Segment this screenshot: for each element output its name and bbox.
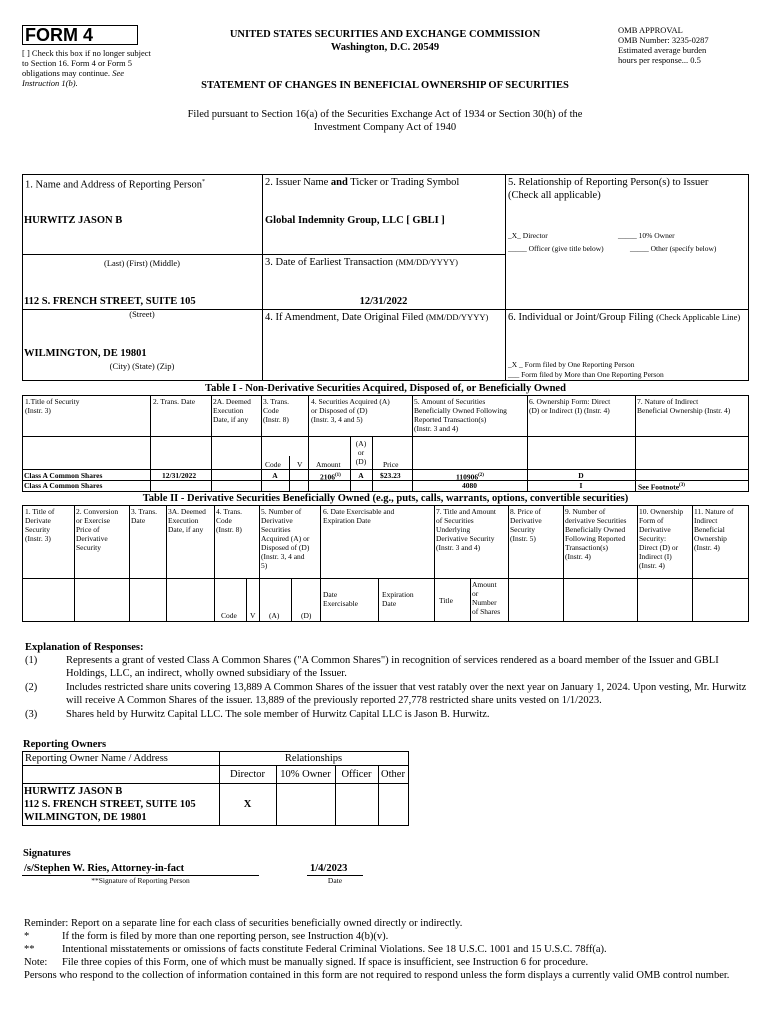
t1-row1-form: D — [578, 471, 584, 480]
t1-row2-form: I — [579, 481, 583, 490]
t2-col-underlying: 7. Title and Amount of Securities Underlying Derivative Security (Instr. 3 and 4) — [436, 507, 497, 552]
signer-caption: **Signature of Reporting Person — [91, 876, 190, 885]
footnote-2-num: (2) — [25, 682, 38, 693]
t1-row2-owned: 4080 — [462, 481, 477, 490]
explanation-title: Explanation of Responses: — [25, 642, 144, 653]
t1-row1-price: $23.23 — [380, 471, 401, 480]
t2-sub-amount: Amount or Number of Shares — [472, 580, 501, 616]
checkbox-officer[interactable]: _____ Officer (give title below) — [508, 244, 604, 253]
footer-note-mark: Note: — [24, 957, 48, 968]
t1-col-amount-owned: 5. Amount of Securities Beneficially Owned Following Reported Transaction(s) (Instr. 3 and 4) — [414, 397, 507, 433]
t1-col-ownership-form: 6. Ownership Form: Direct (D) or Indirect (I) (Instr. 4) — [529, 397, 611, 415]
t2-col-code: 4. Trans. Code (Instr. 8) — [216, 507, 243, 534]
footer-star1: If the form is filed by more than one reporting person, see Instruction 4(b)(v). — [62, 931, 389, 942]
t2-col-nature: 11. Nature of Indirect Beneficial Ownership (Instr. 4) — [694, 507, 734, 552]
checkbox-director[interactable]: _X_ Director — [508, 231, 548, 240]
filed-pursuant-1: Filed pursuant to Section 16(a) of the Securities Exchange Act of 1934 or Section 30(h) of the — [187, 109, 583, 120]
omb-burden-2: hours per response... 0.5 — [618, 55, 701, 65]
t1-row1-date: 12/31/2022 — [162, 471, 197, 480]
t2-col-price: 8. Price of Derivative Security (Instr. 5) — [510, 507, 542, 543]
t2-sub-code: Code — [221, 611, 237, 620]
t2-col-date-exercisable: 6. Date Exercisable and Expiration Date — [323, 507, 395, 525]
omb-box — [618, 25, 758, 65]
t1-row2-title: Class A Common Shares — [24, 481, 103, 490]
owners-col-relationships: Relationships — [284, 753, 343, 764]
reporting-person-name: HURWITZ JASON B — [24, 215, 123, 226]
table2-title: Table II - Derivative Securities Beneficially Owned (e.g., puts, calls, warrants, options, convertible securities) — [142, 493, 629, 504]
footnote-3-text: Shares held by Hurwitz Capital LLC. The sole member of Hurwitz Capital LLC is Jason B. Hurwitz. — [66, 709, 490, 720]
agency-city: Washington, D.C. 20549 — [330, 42, 440, 53]
checkbox-ten-percent-owner[interactable]: _____ 10% Owner — [618, 231, 675, 240]
t2-col-owned: 9. Number of derivative Securities Beneficially Owned Following Reported Transaction(s) (Instr. 4) — [565, 507, 627, 561]
t1-col-acquired: 4. Securities Acquired (A) or Disposed of (D) (Instr. 3, 4 and 5) — [311, 397, 390, 424]
issuer-label: 2. Issuer Name and Ticker or Trading Symbol — [265, 177, 460, 188]
relationship-label: 5. Relationship of Reporting Person(s) to Issuer (Check all applicable) — [508, 177, 709, 201]
t2-sub-expiration: Expiration Date — [382, 590, 414, 608]
t2-sub-date-exercisable: Date Exercisable — [323, 590, 358, 608]
checkbox-other[interactable]: _____ Other (specify below) — [630, 244, 717, 253]
reporting-person-label: 1. Name and Address of Reporting Person* — [25, 179, 206, 191]
reminder: Reminder: Report on a separate line for each class of securities beneficially owned directly or indirectly. — [24, 918, 463, 929]
table1-title: Table I - Non-Derivative Securities Acquired, Disposed of, or Beneficially Owned — [205, 383, 566, 394]
signatures-title: Signatures — [23, 848, 71, 859]
t1-sub-aord: (A) or (D) — [355, 439, 367, 466]
earliest-transaction-date: 12/31/2022 — [359, 296, 408, 307]
t2-col-title: 1. Title of Derivate Security (Instr. 3) — [25, 507, 55, 543]
t1-col-date: 2. Trans. Date — [153, 397, 196, 406]
t1-row1-aord: A — [358, 471, 364, 480]
reporting-person-street: 112 S. FRENCH STREET, SUITE 105 — [24, 296, 196, 307]
t1-col-nature: 7. Nature of Indirect Beneficial Ownership (Instr. 4) — [637, 397, 731, 415]
earliest-transaction-label: 3. Date of Earliest Transaction (MM/DD/YYYY) — [265, 257, 458, 268]
joint-filing-label: 6. Individual or Joint/Group Filing (Check Applicable Line) — [508, 312, 741, 323]
footer-note: File three copies of this Form, one of which must be manually signed. If space is insufficient, see Instruction 6 for procedure. — [62, 957, 589, 968]
amendment-label: 4. If Amendment, Date Original Filed (MM/DD/YYYY) — [265, 312, 489, 323]
reporting-person-city: WILMINGTON, DE 19801 — [24, 348, 147, 359]
owners-col-ten-owner: 10% Owner — [280, 769, 331, 780]
footer-star2-mark: ** — [24, 944, 35, 955]
check-box-text[interactable]: [ ] Check this box if no longer subject to Section 16. Form 4 or Form 5 obligations may continue. See Instruction 1(b). — [22, 48, 151, 88]
filed-pursuant-2: Investment Company Act of 1940 — [313, 122, 457, 133]
owners-col-name: Reporting Owner Name / Address — [25, 753, 168, 764]
owners-col-officer: Officer — [341, 769, 372, 780]
t2-sub-v: V — [250, 611, 256, 620]
statement-title: STATEMENT OF CHANGES IN BENEFICIAL OWNERSHIP OF SECURITIES — [201, 80, 569, 91]
street-caption: (Street) — [129, 309, 155, 319]
t1-col-code: 3. Trans. Code (Instr. 8) — [263, 397, 290, 424]
footer-star2: Intentional misstatements or omissions of facts constitute Federal Criminal Violations. See 18 U.S.C. 1001 and 15 U.S.C. 78ff(a). — [62, 944, 607, 955]
city-caption: (City) (State) (Zip) — [109, 361, 175, 371]
t1-col-deemed: 2A. Deemed Execution Date, if any — [213, 397, 251, 424]
t2-col-number: 5. Number of Derivative Securities Acquired (A) or Disposed of (D) (Instr. 3, 4 and 5) — [261, 507, 310, 570]
t2-sub-d: (D) — [301, 611, 312, 620]
owner-director-mark: X — [243, 799, 252, 810]
form-title: FORM 4 — [25, 25, 94, 45]
t1-sub-amount: Amount — [316, 460, 341, 469]
t1-row1-owned: 110906$^{(2)}$ — [456, 472, 484, 482]
footnote-3-num: (3) — [25, 709, 38, 720]
t2-sub-title: Title — [439, 596, 453, 605]
owners-col-director: Director — [230, 769, 265, 780]
footnote-1-text: Represents a grant of vested Class A Common Shares ("A Common Shares") in recognition of services rendered as a board member of the Issuer and GBLI Holdings, LLC, an indirect, wholly owned subsidiary of the Issuer. — [66, 655, 719, 679]
t1-col-title: 1.Title of Security (Instr. 3) — [25, 397, 80, 415]
signature-date-caption: Date — [327, 876, 343, 885]
footer-persons: Persons who respond to the collection of information contained in this form are not required to respond unless the form displays a currently valid OMB control number. — [24, 970, 730, 981]
t1-row1-code: A — [272, 471, 278, 480]
reporting-owners-title: Reporting Owners — [23, 739, 107, 750]
t1-row2-nature: See Footnote$^{(3)}$ — [638, 482, 685, 492]
t1-sub-price: Price — [383, 460, 399, 469]
omb-number: OMB Number: 3235-0287 — [618, 35, 709, 45]
t2-sub-a: (A) — [269, 611, 280, 620]
t1-row1-amount: 2106$^{(1)}$ — [320, 472, 341, 482]
checkbox-one-reporting-person[interactable]: _X _ Form filed by One Reporting Person — [508, 360, 635, 369]
t2-col-ownership-form: 10. Ownership Form of Derivative Security: Direct (D) or Indirect (I) (Instr. 4) — [639, 507, 684, 570]
t2-col-trans-date: 3. Trans. Date — [131, 507, 158, 525]
signer-name: /s/Stephen W. Ries, Attorney-in-fact — [24, 863, 185, 874]
t1-sub-v: V — [297, 460, 303, 469]
omb-approval: OMB APPROVAL — [618, 25, 683, 35]
t2-col-deemed: 3A. Deemed Execution Date, if any — [168, 507, 206, 534]
issuer-name: Global Indemnity Group, LLC [ GBLI ] — [265, 215, 445, 226]
signature-date: 1/4/2023 — [310, 863, 348, 874]
name-caption: (Last) (First) (Middle) — [103, 258, 180, 268]
t2-col-conversion: 2. Conversion or Exercise Price of Derivative Security — [76, 507, 119, 552]
owners-col-other: Other — [381, 769, 405, 780]
omb-burden-1: Estimated average burden — [618, 45, 707, 55]
t1-sub-code: Code — [265, 460, 281, 469]
footer-star1-mark: * — [24, 931, 30, 942]
t1-row1-title: Class A Common Shares — [24, 471, 103, 480]
footnote-2-text: Includes restricted share units covering 13,889 A Common Shares of the issuer that vest ratably over the next year on January 1, 2024. Upon vesting, Mr. Hurwitz will receive A Common Shares of the issuer. 13,889 of the previously reported 27,778 restricted share units vested on 1/1/2023. — [66, 682, 747, 706]
agency-name: UNITED STATES SECURITIES AND EXCHANGE COMMISSION — [229, 29, 541, 40]
footnote-1-num: (1) — [25, 655, 38, 666]
checkbox-more-reporting-persons[interactable]: ___ Form filed by More than One Reporting Person — [508, 370, 664, 379]
owner-name: HURWITZ JASON B 112 S. FRENCH STREET, SUITE 105 WILMINGTON, DE 19801 — [24, 786, 196, 823]
